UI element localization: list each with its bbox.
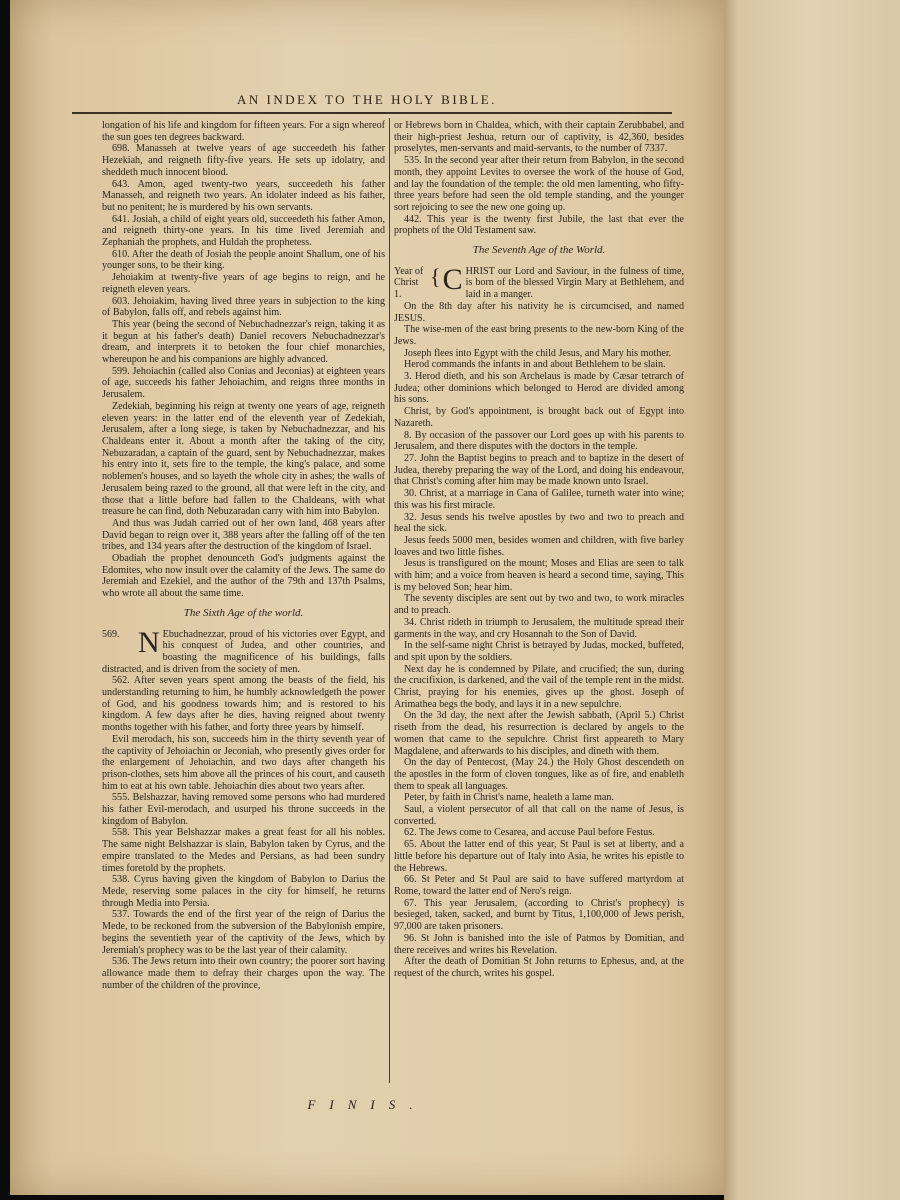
paragraph: On the 8th day after his nativity he is circumcised, and named JESUS. (394, 300, 684, 324)
seventh-age-first-paragraph: HRIST our Lord and Saviour, in the fulness of time, is born of the blessed Virgin Mary at Bethlehem, and laid in a manger. (465, 265, 684, 301)
paragraph: Peter, by faith in Christ's name, healeth a lame man. (404, 792, 614, 804)
right-column-top-paragraphs (394, 120, 684, 237)
seventh-age-heading: The Seventh Age of the World. (472, 244, 606, 257)
paragraph: On the day of Pentecost, (May 24.) the Holy Ghost descendeth on the apostles in the form of cloven tongues, like as of fire, and enableth them to speak all languages. (394, 757, 684, 792)
sixth-age-opening (102, 625, 385, 676)
paragraph: 536. The Jews return into their own country; the poorer sort having allowance made them to defray their charges upon the way. The number of the children of the province, (102, 956, 385, 991)
seventh-age-dropcap: C (442, 262, 463, 296)
column-divider (389, 118, 390, 1083)
paragraph: Herod commands the infants in and about Bethlehem to be slain. (404, 359, 666, 371)
paragraph: The wise-men of the east bring presents to the new-born King of the Jews. (394, 324, 684, 347)
running-head: AN INDEX TO THE HOLY BIBLE. (237, 92, 497, 107)
paragraph: 65. About the latter end of this year, St Paul is set at liberty, and a little before his departure out of Italy into Asia, he writes his epistle to the Hebrews. (394, 839, 684, 874)
paragraph: or Hebrews born in Chaldea, which, with their captain Zerubbabel, and their high-priest Jeshua, return our of captivity, is 42,360, besides proselytes, men-servants and maid-servants, to the number of 7337. (394, 120, 684, 155)
paragraph: Saul, a violent persecutor of all that call on the name of Jesus, is converted. (394, 804, 684, 827)
seventh-age-year-label (394, 266, 428, 301)
paragraph: 62. The Jews come to Cesarea, and accuse Paul before Festus. (404, 827, 655, 839)
paragraph: This year (being the second of Nebuchadnezzar's reign, taking it as it begun at his father's death) Daniel recovers Nebuchadnezzar's dream, and interprets it to betoken the four chief monarchies, whereupon he and his companions are highly advanced. (102, 318, 385, 366)
paragraph: 3. Herod dieth, and his son Archelaus is made by Cæsar tetrarch of Judea; other dominions which belonged to Herod are divided among his sons. (394, 371, 684, 406)
paragraph: 8. By occasion of the passover our Lord goes up with his parents to Jerusalem, and there disputes with the doctors in the temple. (394, 429, 684, 453)
sixth-age-paragraphs (102, 675, 385, 991)
paragraph: 66. St Peter and St Paul are said to have suffered martyrdom at Rome, toward the latter end of Nero's reign. (394, 874, 684, 897)
left-column (102, 120, 385, 991)
finis: FINIS. (307, 1097, 427, 1112)
right-column (394, 120, 684, 980)
adjacent-page-edge (724, 0, 900, 1200)
paragraph: Obadiah the prophet denounceth God's judgments against the Edomites, who now insult over the calamity of the Jews. The same do Jeremiah and Ezekiel, and the author of the 79th and 137th Psalms, who wrote all about the same time. (102, 553, 385, 600)
paragraph: Jesus feeds 5000 men, besides women and children, with five barley loaves and two little fishes. (394, 534, 684, 558)
paragraph: 562. After seven years spent among the beasts of the field, his understanding returning to him, he humbly acknowledgeth the power of God, and his goodness towards him; and is restored to his kingdom. A few days after he dies, having reigned about twenty months together with his father, and forty three years by himself. (102, 675, 385, 734)
paragraph: The seventy disciples are sent out by two and two, to work miracles and to preach. (394, 593, 684, 617)
seventh-age-paragraphs (394, 301, 684, 980)
sixth-age-year: 569. (102, 628, 120, 640)
header-rule (72, 112, 672, 114)
paragraph: 599. Jehoiachin (called also Conias and Jeconias) at eighteen years of age, succeeds his father Jehoiachim, and reigns three months in Jerusalem. (102, 365, 385, 401)
year-label-line: Christ 1. (394, 277, 419, 301)
paragraph: 34. Christ rideth in triumph to Jerusalem, the multitude spread their garments in the way, and cry Hosannah to the Son of David. (394, 616, 684, 640)
paragraph: 698. Manasseh at twelve years of age succeedeth his father Hezekiah, and reigneth fifty-five years. He sets up idolatry, and sheddeth much innocent blood. (102, 143, 385, 178)
paragraph: 442. This year is the twenty first Jubile, the last that ever the prophets of the Old Testament saw. (394, 213, 684, 237)
paragraph: 537. Towards the end of the first year of the reign of Darius the Mede, to be reckoned from the subversion of the Babylonish empire, begins the seventieth year of the captivity of the Jews, which by Jeremiah's prophecy was to be the last year of their calamity. (102, 909, 385, 956)
paragraph: longation of his life and kingdom for fifteen years. For a sign whereof the sun goes ten degrees backward. (102, 120, 385, 143)
paragraph: After the death of Domitian St John returns to Ephesus, and, at the request of the church, writes his gospel. (394, 956, 684, 979)
paragraph: In the self-same night Christ is betrayed by Judas, mocked, buffeted, and spit upon by the soldiers. (394, 640, 684, 663)
paragraph: 67. This year Jerusalem, (according to Christ's prophecy) is besieged, taken, sacked, and burnt by Titus, 1,100,000 of Jews perish, 97,000 are taken prisoners. (394, 897, 684, 933)
sixth-age-dropcap: N (138, 625, 160, 659)
paragraph: 641. Josiah, a child of eight years old, succeedeth his father Amon, and reigneth thirty-one years. In his time lived Jeremiah and Zephaniah the prophets, and Huldah the prophetess. (102, 213, 385, 249)
paragraph: 27. John the Baptist begins to preach and to baptize in the desert of Judea, thereby preparing the way of the Lord, and doing his endeavour, that Christ's coming after him may be made known unto Israel. (394, 452, 684, 488)
left-column-paragraphs (102, 120, 385, 600)
book-page (10, 0, 724, 1195)
paragraph: Evil merodach, his son, succeeds him in the thirty seventh year of the captivity of Jehoiachin or Jeconiah, who presently gives order for the enlargement of Jehoiachin, and two days after changeth his prison-clothes, sets him above all the princes of his court, and causeth him to eat at his own table. Jehoiachin dies about two years after. (102, 733, 385, 792)
paragraph: 555. Belshazzar, having removed some persons who had murdered his father Evil-merodach, and usurped his throne succeeds in the kingdom of Babylon. (102, 792, 385, 827)
paragraph: Joseph flees into Egypt with the child Jesus, and Mary his mother. (404, 347, 672, 359)
paragraph: 535. In the second year after their return from Babylon, in the second month, they appoint Levites to oversee the work of the house of God, and lay the foundation of the temple: the old men lamenting, who fifty-three years before had seen the old temple standing, and the younger sort rejoicing to see the new one going up. (394, 155, 684, 213)
paragraph: Jesus is transfigured on the mount; Moses and Elias are seen to talk with him; and a voice from heaven is heard a second time, saying, This is my beloved Son; hear him. (394, 558, 684, 593)
paragraph: 30. Christ, at a marriage in Cana of Galilee, turneth water into wine; this was his first miracle. (394, 488, 684, 511)
paragraph: Christ, by God's appointment, is brought back out of Egypt into Nazareth. (394, 406, 684, 429)
paragraph: 643. Amon, aged twenty-two years, succeedeth his father Manasseh, and reigneth two years. An idolater indeed as his father, but no penitent; he is murdered by his own servants. (102, 178, 385, 213)
paragraph: 610. After the death of Josiah the people anoint Shallum, one of his younger sons, to be their king. (102, 248, 385, 272)
paragraph: On the 3d day, the next after the Jewish sabbath, (April 5.) Christ riseth from the dead, his resurrection is declared by angels to the women that came to the sepulchre. Christ first appeareth to Mary Magdalene, and afterwards to his disciples, and dineth with them. (394, 710, 684, 757)
paragraph: 603. Jehoiakim, having lived three years in subjection to the king of Babylon, falls off, and rebels against him. (102, 295, 385, 319)
paragraph: Jehoiakim at twenty-five years of age begins to reign, and he reigneth eleven years. (102, 272, 385, 295)
sixth-age-first-paragraph: Ebuchadnezzar, proud of his victories over Egypt, and his conquest of Judea, and other countries, and boasting the magnificence of his buildings, falls distracted, and is driven from the society of men. (102, 628, 385, 675)
paragraph: Next day he is condemned by Pilate, and crucified; the sun, during the crucifixion, is darkened, and the vail of the temple rent in the midst. Christ, praying for his enemies, gives up the ghost. Joseph of Arimathea begs the body, and lays it in a new sepulchre. (394, 663, 684, 710)
paragraph: 538. Cyrus having given the kingdom of Babylon to Darius the Mede, reserving some palaces in the city for himself, he returns through Media into Persia. (102, 874, 385, 909)
brace-glyph: { (430, 263, 441, 289)
paragraph: And thus was Judah carried out of her own land, 468 years after David began to reign over it, 388 years after the falling off of the ten tribes, and 134 years after the destruction of the kingdom of Israel. (102, 517, 385, 553)
sixth-age-heading: The Sixth Age of the world. (183, 606, 304, 619)
paragraph: 96. St John is banished into the isle of Patmos by Domitian, and there receives and writes his Revelation. (394, 932, 684, 956)
year-label-line: Year of (394, 265, 424, 277)
paragraph: Zedekiah, beginning his reign at twenty one years of age, reigneth eleven years: in the latter end of the eleventh year of Zedekiah, Jerusalem, after a long siege, is taken by Nebuchadnezzar, and his Chaldeans enter it. About a month after the taking of the city, Nebuzaradan, a captain of the guard, sent by Nebuchadnezzar, makes his entry into it, sets fire to the temple, the king's palace, and some noblemen's houses, and so layeth the whole city in ashes; the walls of Jerusalem being razed to the ground, all that were left in the city, and those that a little before had fallen to the Chaldeans, with what treasure he can find, doth Nebuzaradan carry with him into Babylon. (102, 400, 385, 518)
seventh-age-opening (394, 262, 684, 301)
paragraph: 32. Jesus sends his twelve apostles by two and two to preach and heal the sick. (394, 511, 684, 535)
paragraph: 558. This year Belshazzar makes a great feast for all his nobles. The same night Belshazzar is slain, Babylon taken by Cyrus, and the empire translated to the Medes and Persians, as had been sundry times foretold by the prophets. (102, 827, 385, 874)
